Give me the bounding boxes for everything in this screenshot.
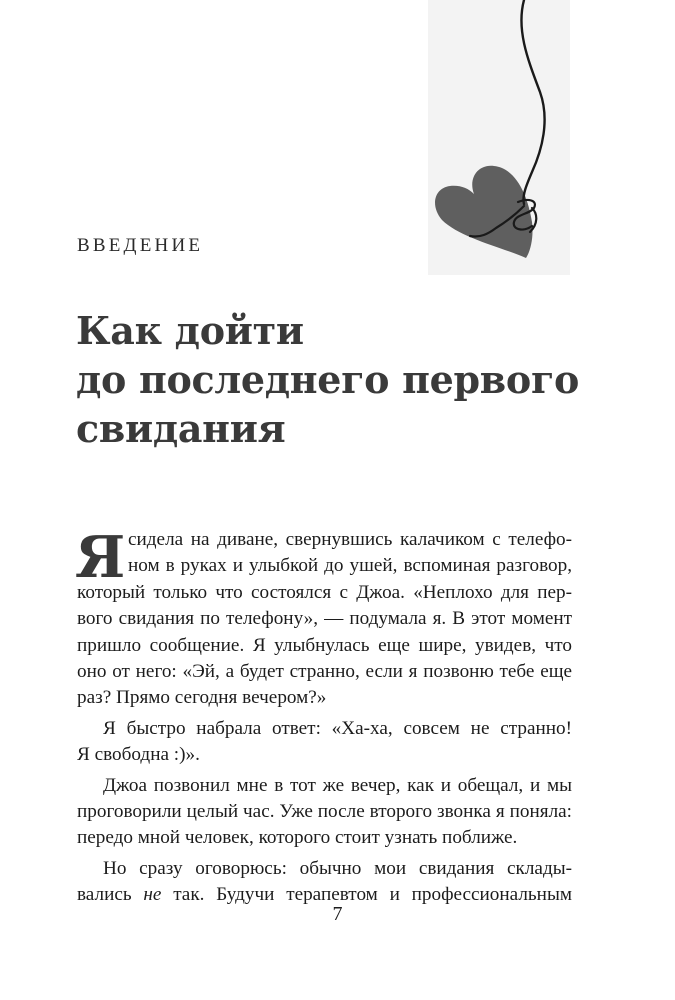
chapter-title-line: до последнего первого — [76, 357, 579, 402]
text-line: сидела на диване, свернувшись калачиком с телефо- — [128, 529, 572, 550]
text-line: который только что состоялся с Джоа. «Неплохо для пер- — [77, 581, 572, 603]
text-line: раз? Прямо сегодня вечером?» — [77, 687, 327, 709]
chapter-title-line: свидания — [76, 406, 286, 451]
paragraph — [75, 524, 572, 712]
text-line: Но сразу оговорюсь: обычно мои свидания склады- — [103, 857, 572, 879]
body-text — [75, 524, 572, 908]
text-line: вого свидания по телефону», — подумала я. В этот момент — [77, 608, 572, 630]
text-line: ном в руках и улыбкой до ушей, вспоминая разговор, — [128, 555, 572, 577]
text-line: Джоа позвонил мне в тот же вечер, как и обещал, и мы — [103, 774, 572, 796]
text-line: Я быстро набрала ответ: «Ха-ха, совсем не странно! — [103, 717, 572, 739]
text-run: вались — [77, 884, 144, 906]
page-number: 7 — [332, 903, 343, 925]
text-run: так. Будучи терапевтом и профессиональным — [161, 884, 572, 906]
paragraph — [77, 773, 572, 852]
chapter-title-line: Как дойти — [76, 308, 304, 353]
text-line: передо мной человек, которого стоит узнать поближе. — [77, 827, 518, 849]
text-line: оно от него: «Эй, а будет странно, если я позвоню тебе еще — [77, 660, 572, 682]
paragraph — [77, 716, 572, 769]
text-line: Я свободна :)». — [77, 744, 200, 766]
section-label: ВВЕДЕНИЕ — [77, 235, 204, 256]
emphasis-text: не — [143, 884, 162, 906]
text-line: пришло сообщение. Я улыбнулась еще шире, увидев, что — [77, 634, 572, 656]
heart-on-string-illustration — [420, 0, 570, 275]
chapter-title — [76, 306, 616, 453]
paragraph — [77, 856, 572, 909]
drop-cap: Я — [75, 524, 126, 591]
text-line: проговорили целый час. Уже после второго звонка я поняла: — [77, 800, 572, 822]
